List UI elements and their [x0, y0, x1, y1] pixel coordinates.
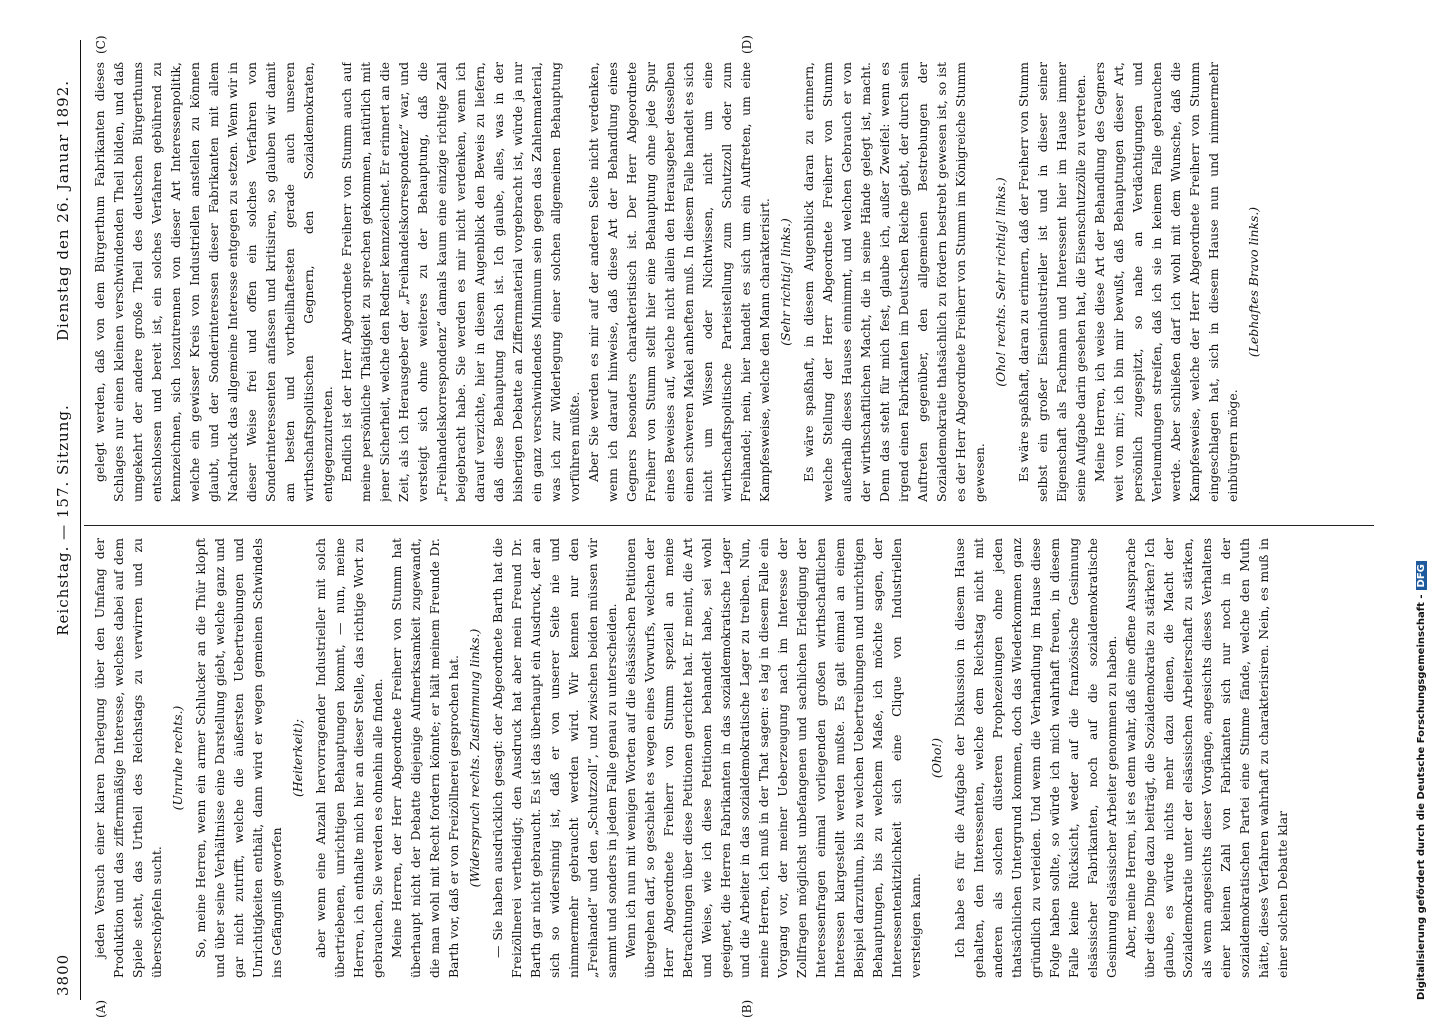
interjection: (Widerspruch rechts. Zustimmung links.) — [467, 628, 482, 888]
margin-marker-a: (A) — [94, 999, 108, 1018]
interjection: (Heiterkeit); — [290, 719, 305, 797]
paragraph: So, meine Herren, wenn ein armer Schlucker an die Thür klopft und über seine Verhältnisse eine Darstellung giebt, welche ganz und gar nicht zutrifft, welche die äußersten Uebertreibungen und Unrichtigkeiten enthält, dann wird er wegen gemeinen Schwindels ins Gefängniß geworfen — [193, 538, 284, 978]
text-column-left — [90, 538, 1380, 978]
header-date: Dienstag den 26. Januar 1892. — [54, 80, 72, 342]
margin-marker-c: (C) — [94, 35, 108, 54]
dfg-logo: DFG — [1416, 561, 1427, 590]
interjection: (Lebhaftes Bravo links.) — [1246, 206, 1261, 358]
document-page — [50, 35, 1390, 1018]
paragraph: Es wäre spaßhaft, in diesem Augenblick daran zu erinnern, welche Stellung der Herr Abgeordnete Freiherr von Stumm außerhalb dieses Hauses einnimmt, und welchen Gebrauch er von der wirthschaftlichen Macht, die in seine Hände gelegt ist, macht. Denn das steht für mich fest, glaube ich, außer Zweifel: wenn es irgend einen Fabrikanten im Deutschen Reiche giebt, der durch sein Auftreten gegenüber, den allgemeinen Bestrebungen der Sozialdemokratie thatsächlich zu fördern bestrebt gewesen ist, so ist es der Herr Abgeordnete Freiherr von Stumm im Königreiche Stumm gewesen. — [801, 62, 987, 502]
interjection: (Oho! rechts. Sehr richtig! links.) — [993, 177, 1008, 387]
paragraph: Aber Sie werden es mir auf der anderen Seite nicht verdenken, wenn ich darauf hinweise, daß diese Art der Behandlung eines Gegners besonders charakteristisch ist. Der Herr Abgeordnete Freiherr von Stumm stellt hier eine Behauptung ohne jede Spur eines Beweises auf, welche nicht allein den Herausgeber desselben einen schweren Makel anheften muß. In diesem Falle handelt es sich nicht um Wissen oder Nichtwissen, nicht um eine wirthschaftspolitische Parteistellung zum Schutzzoll oder zum Freihandel; nein, hier handelt es sich um ein Auftreten, um eine Kampfesweise, welche den Mann charakterisirt. — [586, 62, 772, 502]
paragraph: Meine Herren, ich weise diese Art der Behandlung des Gegners weit von mir; ich bin mir bewußt, daß Behauptungen dieser Art, persönlich zugespitzt, so nahe an Verdächtigungen und Verleumdungen streifen, daß ich sie in keinem Falle gebrauchen werde. Aber schließen darf ich wohl mit dem Wunsche, daß die Kampfesweise, welche der Herr Abgeordnete Freiherr von Stumm eingeschlagen hat, sich in diesem Hause nun und nimmermehr einbürgern möge. — [1092, 62, 1240, 502]
interjection: (Sehr richtig! links.) — [778, 218, 793, 346]
paragraph: Es wäre spaßhaft, daran zu erinnern, daß der Freiherr von Stumm selbst ein großer Eisenindustrieller ist und in dieser seiner Eigenschaft als Fachmann und Interessent hier im Hause immer seine Aufgabe darin gesehen hat, die Eisenschutzzölle zu vertreten. — [1016, 62, 1088, 502]
interjection: (Unruhe rechts.) — [170, 705, 185, 811]
text-column-right — [90, 62, 1380, 502]
digitization-note-text: Digitalisierung gefördert durch die Deutsche Forschungsgemeinschaft - — [1416, 594, 1427, 1000]
header-title: Reichstag. — 157. Sitzung. — [54, 404, 72, 636]
paragraph: aber wenn eine Anzahl hervorragender Industrieller mit solch übertriebenen, unrichtigen Behauptungen kommt, — nun, meine Herren, ich enthalte mich hier an dieser Stelle, das richtige Wort zu gebrauchen, Sie werden es ohnehin alle finden. — [313, 538, 385, 978]
digitization-note — [1416, 10, 1427, 1000]
margin-marker-d: (D) — [740, 35, 754, 54]
margin-marker-b: (B) — [740, 999, 754, 1018]
page-number: 3800 — [54, 953, 72, 996]
page-header — [50, 40, 81, 1000]
paragraph: gelegt werden, daß von dem Bürgerthum Fabrikanten dieses Schlages nur einen kleinen verschwindenden Theil bilden, und daß umgekehrt der andere große Theil des deutschen Bürgerthums entschlossen und bereit ist, ein solches Verfahren gebührend zu kennzeichnen, sich loszutrennen von dieser Art Interessenpolitik, welche ein gewisser Kreis von Industriellen anstellen zu können glaubt, und der Sonderinteressen dieser Fabrikanten mit allem Nachdruck das allgemeine Interesse entgegen zu setzen. Wenn wir in dieser Weise frei und offen ein solches Verfahren von Sonderinteressenten anfassen und kritisiren, so glauben wir damit am besten und vortheilhaftesten gerade auch unseren wirthschaftspolitischen Gegnern, den Sozialdemokraten, entgegenzutreten. — [92, 62, 335, 502]
paragraph: Aber, meine Herren, ist es denn wahr, daß eine offene Aussprache über diese Dinge dazu beiträgt, die Sozialdemokratie zu stärken? Ich glaube, es würde nichts mehr dazu dienen, die Macht der Sozialdemokratie unter der elsässischen Arbeiterschaft zu stärken, als wenn angesichts dieser Vorgänge, angesichts dieses Verhaltens einer kleinen Zahl von Fabrikanten sich nur noch in der sozialdemokratischen Partei eine Stimme fände, welche den Muth hätte, dieses Verfahren wahrhaft zu charakterisiren. Nein, es muß in einer solchen Debatte klar — [1123, 538, 1290, 978]
paragraph: — Sie haben ausdrücklich gesagt: der Abgeordnete Barth hat die Freizöllnerei vertheidigt; den Ausdruck hat aber mein Freund Dr. Barth gar nicht gebraucht. Es ist das überhaupt ein Ausdruck, der an sich so widersinnig ist, daß er von unserer Seite nie und nimmermehr gebraucht werden wird. Wir kennen nur den „Freihandel“ und den „Schutzzoll“, und zwischen beiden müssen wir sammt und sonders in jedem Falle genau zu unterscheiden. — [490, 538, 619, 978]
paragraph: Ich habe es für die Aufgabe der Diskussion in diesem Hause gehalten, den Interessenten, welche dem Reichstag nicht mit anderen als solchen düsteren Prophezeiungen ohne jeden thatsächlichen Untergrund kommen, doch das Wiederkommen ganz gründlich zu verleiden. Und wenn die Verhandlung im Hause diese Folge haben sollte, so würde ich mich wahrhaft freuen, in diesem Falle keine Rücksicht, weder auf die französische Gesinnung elsässischer Fabrikanten, noch auf die sozialdemokratische Gesinnung elsässischer Arbeiter genommen zu haben. — [952, 538, 1119, 978]
column-divider — [84, 525, 1374, 526]
interjection: (Oho!) — [929, 737, 944, 779]
paragraph: jeden Versuch einer klaren Darlegung über den Umfang der Produktion und das ziffernmäßige Interesse, welches dabei auf dem Spiele steht, das Urtheil des Reichstags zu verwirren und zu überschöpfeln sucht. — [92, 538, 164, 978]
paragraph: Wenn ich nun mit wenigen Worten auf die elsässischen Petitionen übergehen darf, so geschieht es wegen eines Vorwurfs, welchen der Herr Abgeordnete Freiherr von Stumm speziell an meine Betrachtungen über diese Petitionen gerichtet hat. Er meint, die Art und Weise, wie ich diese Petitionen behandelt habe, sei wohl geeignet, die Herren Fabrikanten in das sozialdemokratische Lager und die Arbeiter in das sozialdemokratische Lager zu treiben. Nun, meine Herren, ich muß in der That sagen: es lag in diesem Falle ein Vorgang vor, der meiner Ueberzeugung nach im Interesse der Zollfragen möglichst unbefangenen und sachlichen Erledigung der Interessenfragen einmal vorliegenden großen wirthschaftlichen Interessen klargestellt werden mußte. Es galt einmal an einem Beispiel darzuthun, bis zu welchen Uebertreibungen und unrichtigen Behauptungen, bis zu welchem Maße, ich möchte sagen, der Interessentenkitzlichkeit sich eine Clique von Industriellen versteigen kann. — [623, 538, 923, 978]
paragraph: Endlich ist der Herr Abgeordnete Freiherr von Stumm auch auf meine persönliche Thätigkeit zu sprechen gekommen, natürlich mit jener Sicherheit, welche den Redner kennzeichnet. Er erinnert an die Zeit, als ich Herausgeber der „Freihandelskorrespondenz“ war, und versteigt sich ohne weiteres zu der Behauptung, daß die „Freihandelskorrespondenz“ damals kaum eine einzige richtige Zahl beigebracht habe. Sie werden es mir nicht verdenken, wenn ich darauf verzichte, hier in diesem Augenblick den Beweis zu liefern, daß diese Behauptung falsch ist. Ich glaube, alles, was in der bisherigen Debatte an Ziffernmaterial vorgebracht ist, würde ja nur ein ganz verschwindendes Minimum sein gegen das Zahlenmaterial, was ich zur Widerlegung einer solchen allgemeinen Behauptung vorführen müßte. — [339, 62, 582, 502]
paragraph: Meine Herren, der Herr Abgeordnete Freiherr von Stumm hat überhaupt nicht der Debatte diejenige Aufmerksamkeit zugewandt, die man wohl mit Recht fordern könnte; er hält meinem Freunde Dr. Barth vor, daß er von Freizöllnerei gesprochen hat. — [389, 538, 461, 978]
